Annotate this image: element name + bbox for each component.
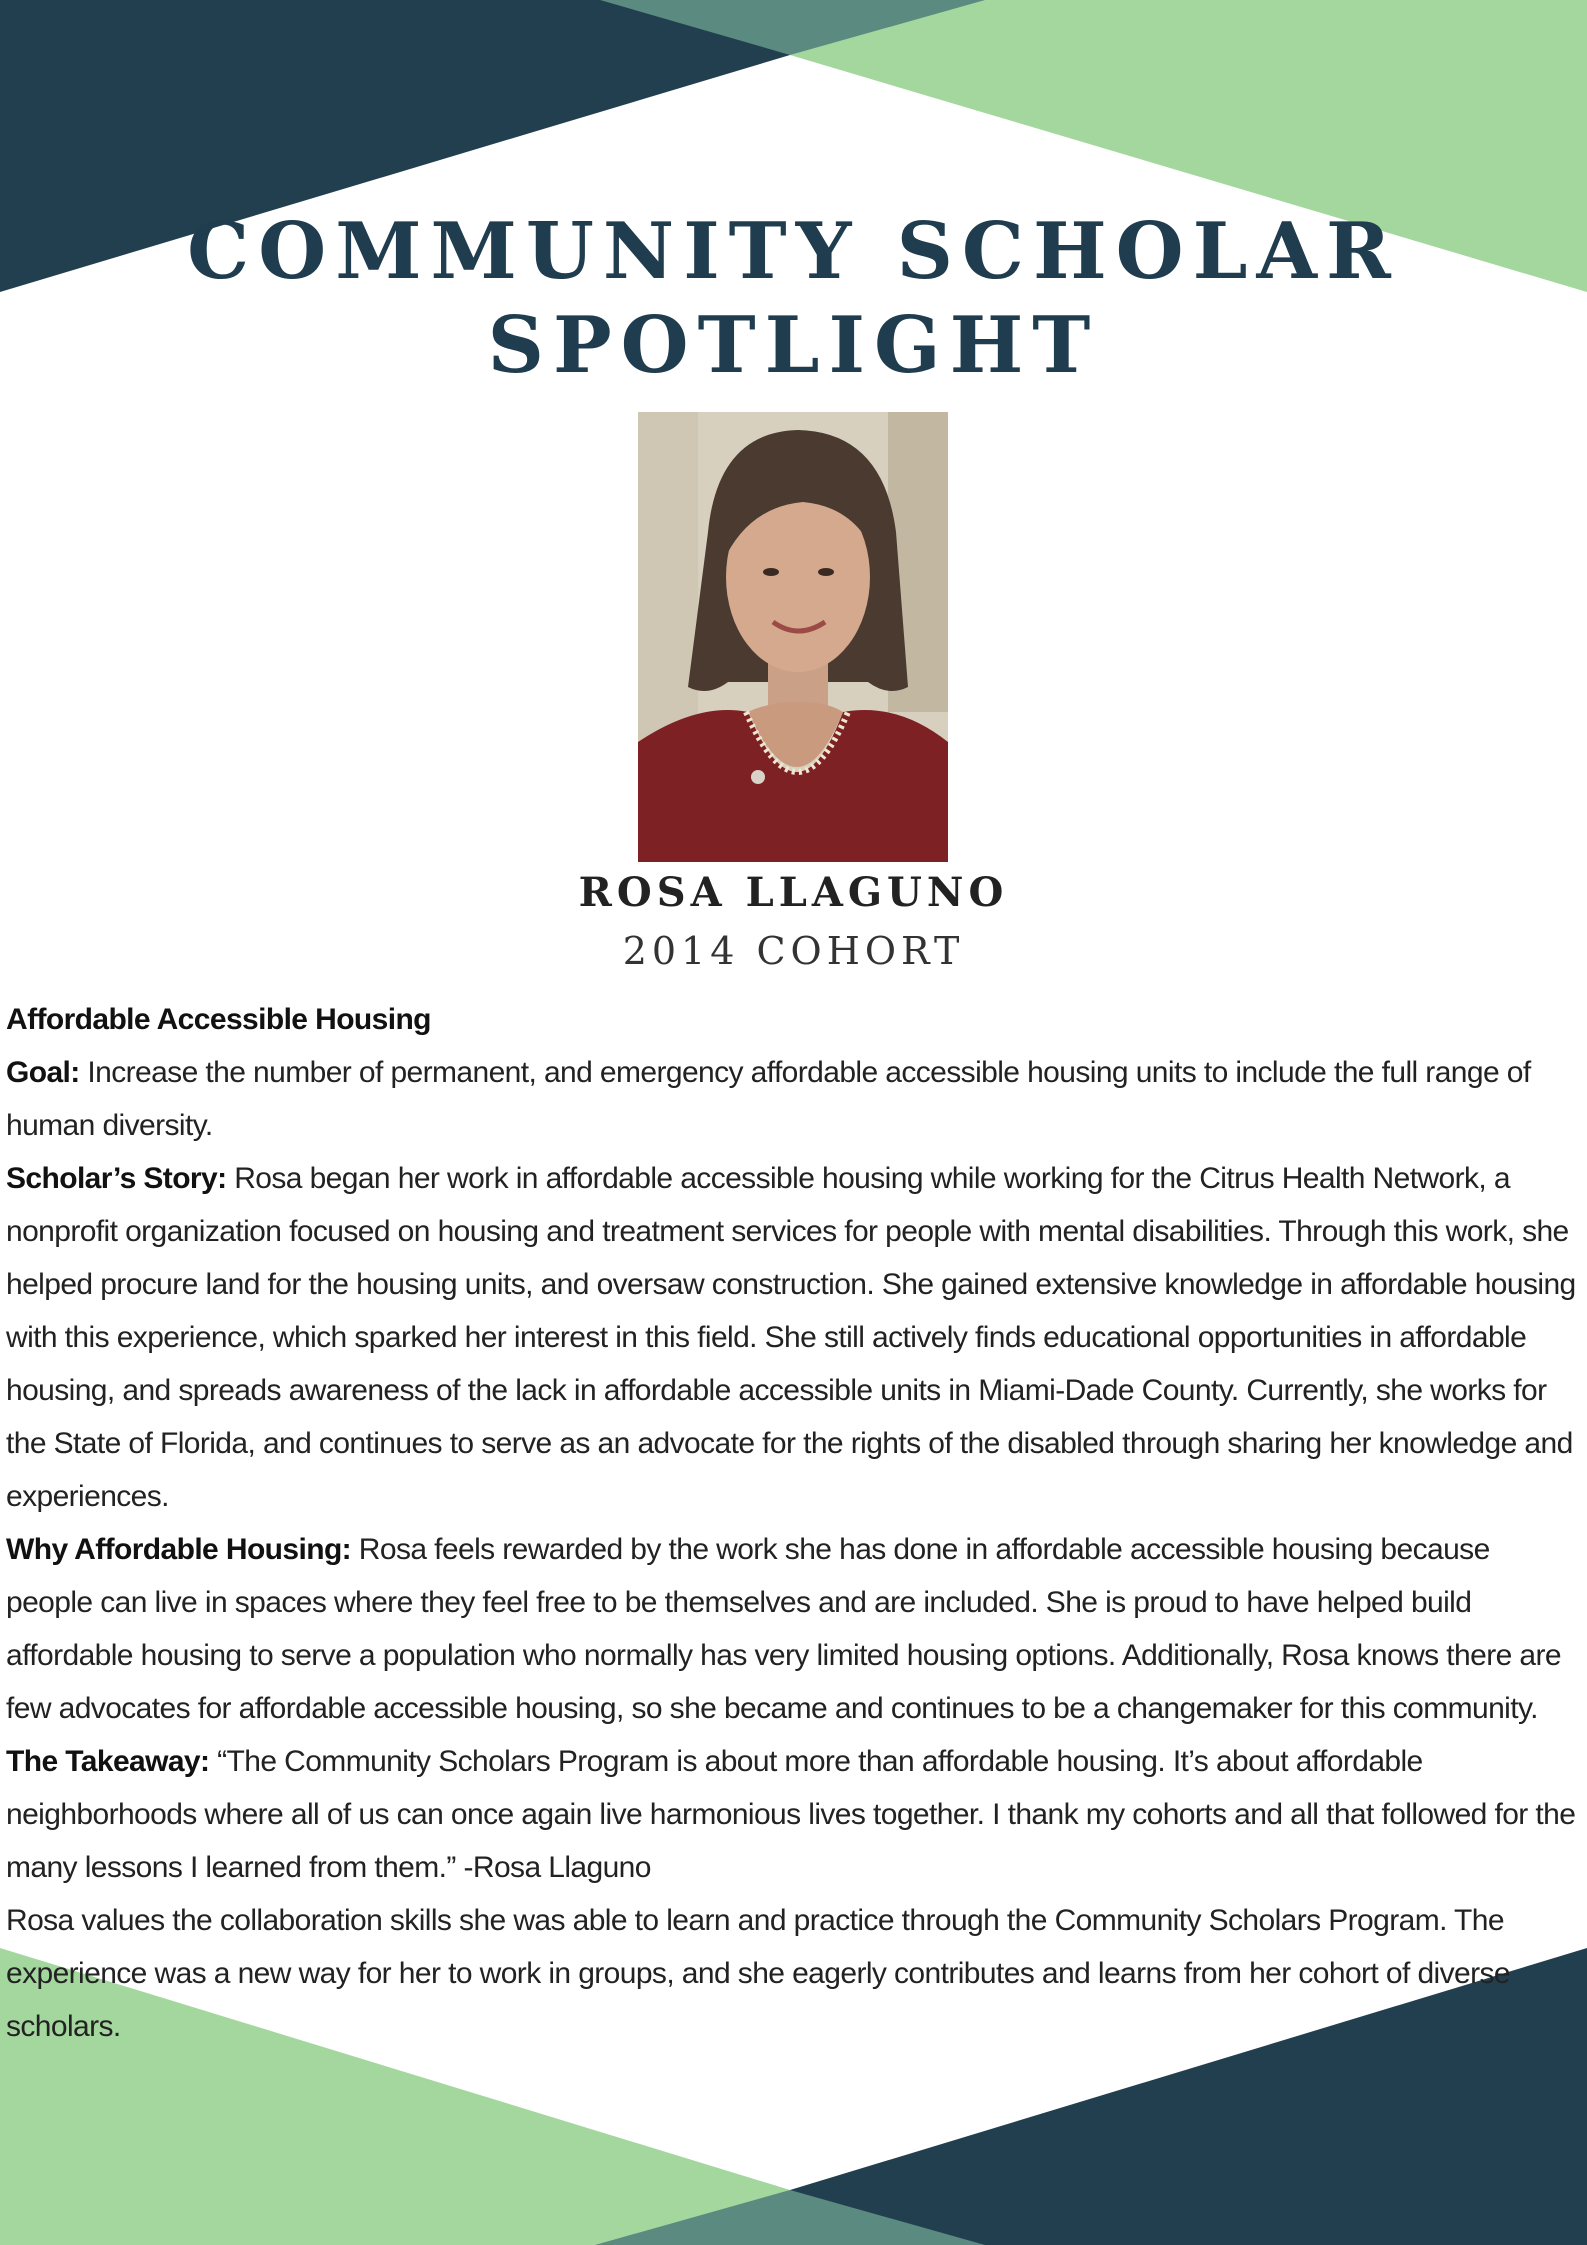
topic-label: Affordable Accessible Housing (6, 1003, 431, 1036)
takeaway-paragraph (6, 1735, 1582, 1894)
why-text: Rosa feels rewarded by the work she has done in affordable accessible housing because people can live in spaces where they feel free to be themselves and are included. She is proud to have helped build affordable housing to serve a population who normally has very limited housing options. Additionally, Rosa knows there are few advocates for affordable accessible housing, so she became and continues to be a changemaker for this community. (6, 1533, 1561, 1725)
page-title (0, 205, 1587, 393)
why-paragraph (6, 1523, 1582, 1735)
takeaway-text: “The Community Scholars Program is about more than affordable housing. It’s about affordable neighborhoods where all of us can once again live harmonious lives together. I thank my cohorts and all that followed for the many lessons I learned from them.” -Rosa Llaguno (6, 1745, 1576, 1884)
story-text: Rosa began her work in affordable accessible housing while working for the Citrus Health Network, a nonprofit organization focused on housing and treatment services for people with mental disabilities. Through this work, she helped procure land for the housing units, and oversaw construction. She gained extensive knowledge in affordable housing with this experience, which sparked her interest in this field. She still actively finds educational opportunities in affordable housing, and spreads awareness of the lack in affordable accessible units in Miami-Dade County. Currently, she works for the State of Florida, and continues to serve as an advocate for the rights of the disabled through sharing her knowledge and experiences. (6, 1162, 1576, 1513)
goal-paragraph (6, 1046, 1582, 1152)
title-line-2: SPOTLIGHT (487, 300, 1100, 391)
portrait-photo (638, 412, 948, 862)
article-body (6, 993, 1582, 2053)
topic-heading (6, 993, 1582, 1046)
title-line-1: COMMUNITY SCHOLAR (187, 206, 1400, 297)
why-label: Why Affordable Housing: (6, 1533, 352, 1566)
goal-text: Increase the number of permanent, and emergency affordable accessible housing units to include the full range of human diversity. (6, 1056, 1531, 1142)
scholar-name: ROSA LLAGUNO (578, 869, 1009, 916)
story-label: Scholar’s Story: (6, 1162, 227, 1195)
scholar-cohort: 2014 COHORT (622, 929, 965, 973)
takeaway-label: The Takeaway: (6, 1745, 210, 1778)
goal-label: Goal: (6, 1056, 80, 1089)
story-paragraph (6, 1152, 1582, 1523)
closing-paragraph: Rosa values the collaboration skills she was able to learn and practice through the Community Scholars Program. The experience was a new way for her to work in groups, and she eagerly contributes and learns from her cohort of diverse scholars. (6, 1904, 1510, 2043)
